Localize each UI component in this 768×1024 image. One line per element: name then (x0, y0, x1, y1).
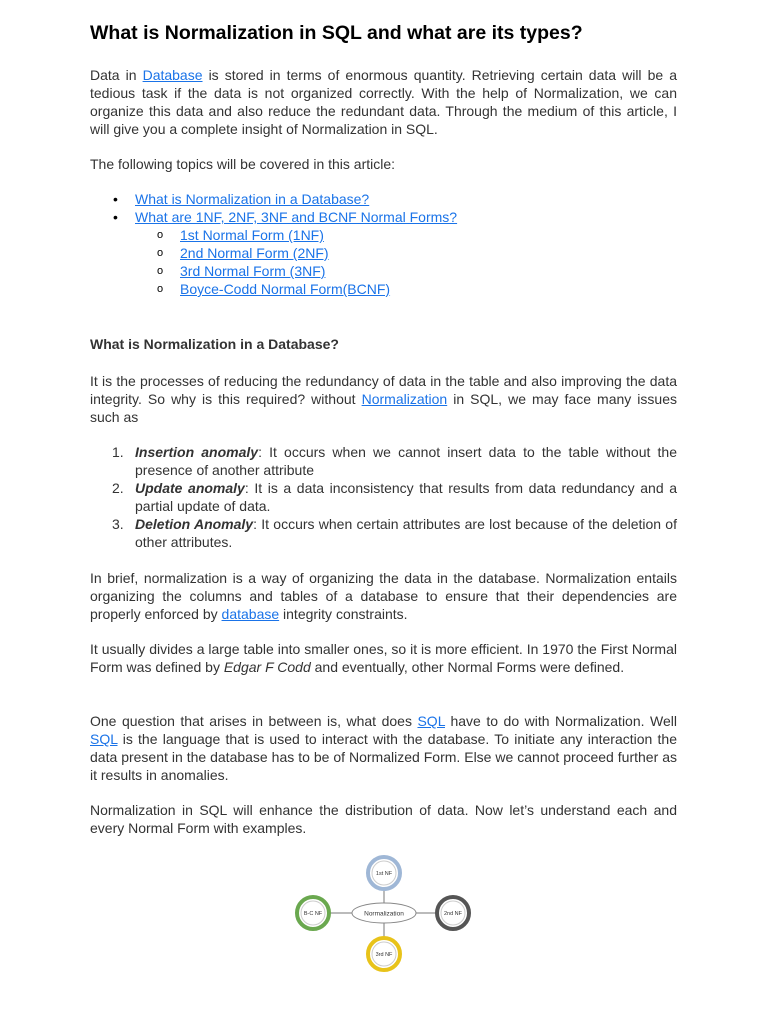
list-item (90, 443, 677, 479)
subtopics-block (90, 226, 390, 298)
section-heading: What is Normalization in a Database? (90, 336, 339, 352)
para1-text-1: It is the processes of reducing the redundancy of data in the table and also improving the data integrity. So why is this required? without (90, 373, 677, 407)
closing-paragraph: Normalization in SQL will enhance the distribution of data. Now let’s understand each and every Normal Form with examples. (90, 802, 677, 836)
intro-text-2: is stored in terms of enormous quantity. Retrieving certain data will be a tedious task if the data is not organized correctly. With the help of Normalization, we can organize this data and also reduce the redundant data. Through the medium of this article, I will give you a complete insight of Normalization in SQL. (90, 67, 677, 137)
list-number: 3. (112, 516, 124, 532)
topics-list (90, 190, 457, 226)
codd-paragraph (90, 640, 677, 676)
sql-link-1[interactable]: SQL (417, 713, 445, 729)
database-link[interactable]: Database (142, 67, 203, 83)
circle-bullet-icon: o (157, 283, 164, 295)
list-item (90, 244, 390, 262)
sql-paragraph (90, 712, 677, 784)
para4-text-2: have to do with Normalization. Well (444, 713, 677, 729)
subtopic-link-2nf[interactable]: 2nd Normal Form (2NF) (180, 245, 329, 261)
para2-text-2: integrity constraints. (279, 606, 408, 622)
para2-text-1: In brief, normalization is a way of organizing the data in the database. Normalization entails organizing the columns and tables of a database to ensure that their dependencies are properly enforced by (90, 570, 677, 622)
anomaly-term: Insertion anomaly (135, 444, 259, 460)
anomalies-list (90, 443, 677, 551)
normalization-paragraph (90, 372, 677, 426)
topics-intro: The following topics will be covered in this article: (90, 156, 396, 172)
subtopic-link-bcnf[interactable]: Boyce-Codd Normal Form(BCNF) (180, 281, 391, 297)
para3-text-2: and eventually, other Normal Forms were defined. (310, 659, 625, 675)
normalization-label: Normalization (364, 910, 404, 918)
bullet-icon: • (113, 209, 118, 225)
codd-name: Edgar F Codd (223, 659, 311, 675)
bullet-icon: • (113, 191, 118, 207)
label-bcnf: B-C NF (303, 911, 323, 917)
para1-text-2: in SQL, we may face many issues such as (90, 391, 677, 425)
list-item (90, 479, 677, 515)
list-number: 2. (112, 480, 124, 496)
label-3nf: 3rd NF (375, 952, 393, 958)
label-1nf: 1st NF (375, 871, 393, 877)
anomaly-text: : It occurs when certain attributes are lost because of the deletion of other attributes. (135, 516, 677, 550)
topic-link-1[interactable]: What is Normalization in a Database? (135, 191, 370, 207)
list-item (90, 208, 457, 226)
para3-text-1: It usually divides a large table into smaller ones, so it is more efficient. In 1970 the First Normal Form was defined by (90, 641, 677, 675)
normalization-link[interactable]: Normalization (361, 391, 448, 407)
subtopic-link-1nf[interactable]: 1st Normal Form (1NF) (180, 227, 324, 243)
label-2nf: 2nd NF (443, 911, 463, 917)
para4-text-3: is the language that is used to interact with the database. To initiate any interaction the data present in the database has to be of Normalized Form. Else we cannot proceed further as it results in anomalies. (90, 731, 677, 783)
list-item (90, 190, 457, 208)
database-integrity-link[interactable]: database (221, 606, 280, 622)
intro-paragraph (90, 66, 677, 138)
normal-forms-diagram (288, 852, 478, 974)
list-number: 1. (112, 444, 124, 460)
list-item (90, 280, 390, 298)
para4-text-1: One question that arises in between is, what does (90, 713, 418, 729)
circle-bullet-icon: o (157, 229, 164, 241)
anomaly-text: : It is a data inconsistency that results from data redundancy and a partial update of data. (135, 480, 677, 514)
circle-bullet-icon: o (157, 265, 164, 277)
list-item (90, 226, 390, 244)
sql-link-2[interactable]: SQL (90, 731, 118, 747)
subtopic-link-3nf[interactable]: 3rd Normal Form (3NF) (180, 263, 326, 279)
anomaly-text: : It occurs when we cannot insert data to the table without the presence of another attribute (135, 444, 677, 478)
topic-link-2[interactable]: What are 1NF, 2NF, 3NF and BCNF Normal Forms? (135, 209, 458, 225)
intro-text-1: Data in (90, 67, 143, 83)
brief-paragraph (90, 569, 677, 623)
anomaly-term: Update anomaly (135, 480, 245, 496)
circle-bullet-icon: o (157, 247, 164, 259)
page-title: What is Normalization in SQL and what are its types? (90, 22, 583, 44)
list-item (90, 262, 390, 280)
anomaly-term: Deletion Anomaly (135, 516, 254, 532)
list-item (90, 515, 677, 551)
